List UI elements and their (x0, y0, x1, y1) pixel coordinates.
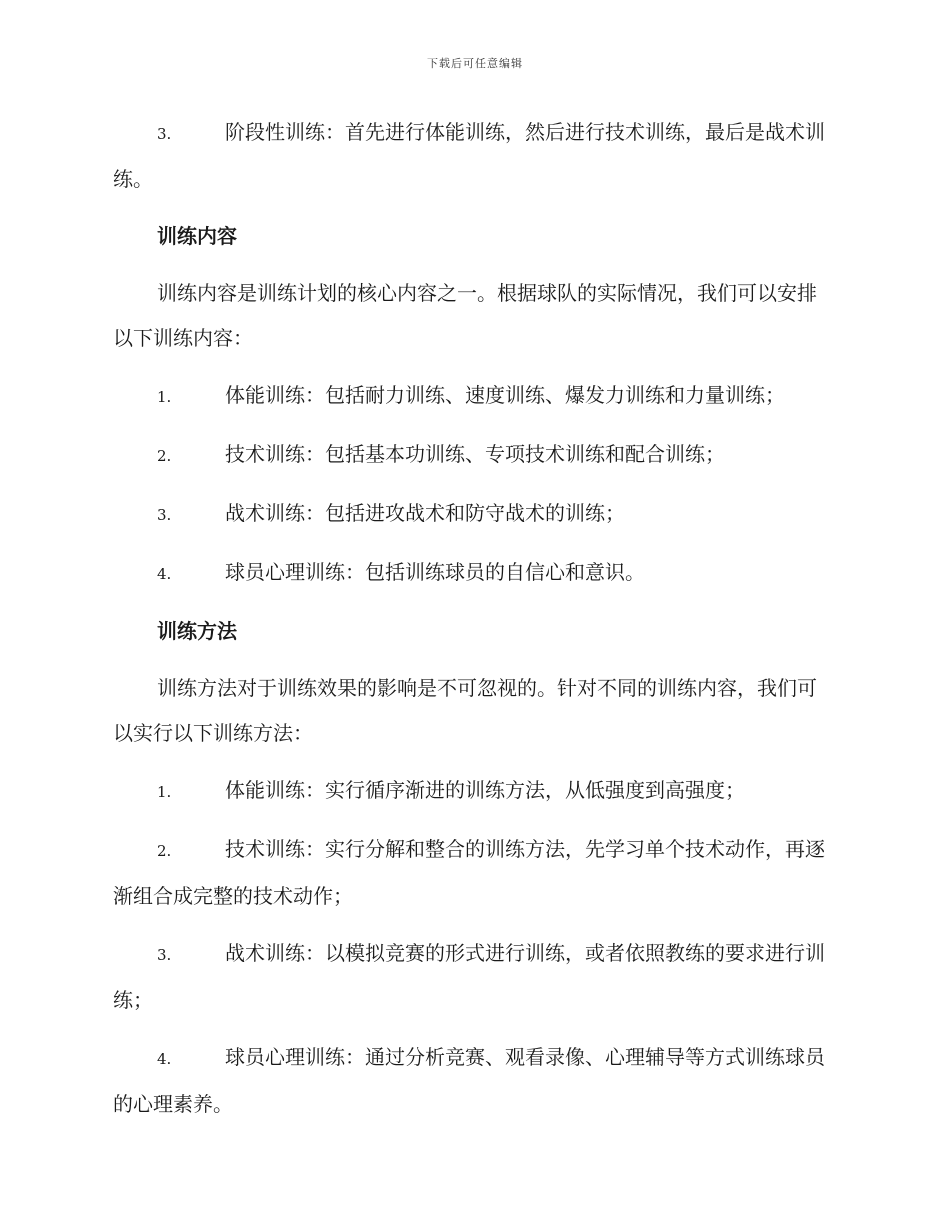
paragraph-methods: 训练方法对于训练效果的影响是不可忽视的。针对不同的训练内容，我们可以实行以下训练方法： (113, 676, 817, 745)
list-item (113, 550, 833, 597)
document-body (113, 110, 833, 1139)
list-number: 1. (157, 388, 172, 406)
list-number: 3. (157, 946, 172, 964)
list-item (113, 373, 833, 420)
list-item (113, 432, 833, 479)
list-text: 技术训练：包括基本功训练、专项技术训练和配合训练； (225, 442, 725, 466)
list-number: 4. (157, 565, 172, 583)
list-number: 3. (157, 506, 172, 524)
list-text: 战术训练：以模拟竞赛的形式进行训练，或者依照教练的要求进行训练； (113, 941, 825, 1012)
section-heading-methods: 训练方法 (157, 619, 237, 643)
list-number: 4. (157, 1050, 172, 1068)
list-text: 体能训练：包括耐力训练、速度训练、爆发力训练和力量训练； (225, 383, 785, 407)
list-text: 球员心理训练：包括训练球员的自信心和意识。 (225, 560, 645, 584)
list-text: 体能训练：实行循序渐进的训练方法，从低强度到高强度； (225, 778, 745, 802)
list-item (113, 110, 833, 202)
list-text: 技术训练：实行分解和整合的训练方法，先学习单个技术动作，再逐渐组合成完整的技术动作； (113, 837, 825, 908)
section-heading-content: 训练内容 (157, 224, 237, 248)
list-text: 球员心理训练：通过分析竞赛、观看录像、心理辅导等方式训练球员的心理素养。 (113, 1045, 825, 1116)
list-text: 阶段性训练：首先进行体能训练，然后进行技术训练，最后是战术训练。 (113, 120, 825, 191)
list-text: 战术训练：包括进攻战术和防守战术的训练； (225, 501, 625, 525)
list-item (113, 931, 833, 1023)
list-item (113, 827, 833, 919)
list-item (113, 768, 833, 815)
list-number: 1. (157, 783, 172, 801)
list-item (113, 1035, 833, 1127)
list-item (113, 491, 833, 538)
list-number: 3. (157, 125, 172, 143)
page-header: 下载后可任意编辑 (427, 57, 523, 70)
list-number: 2. (157, 447, 172, 465)
paragraph-content: 训练内容是训练计划的核心内容之一。根据球队的实际情况，我们可以安排以下训练内容： (113, 281, 817, 350)
list-number: 2. (157, 842, 172, 860)
